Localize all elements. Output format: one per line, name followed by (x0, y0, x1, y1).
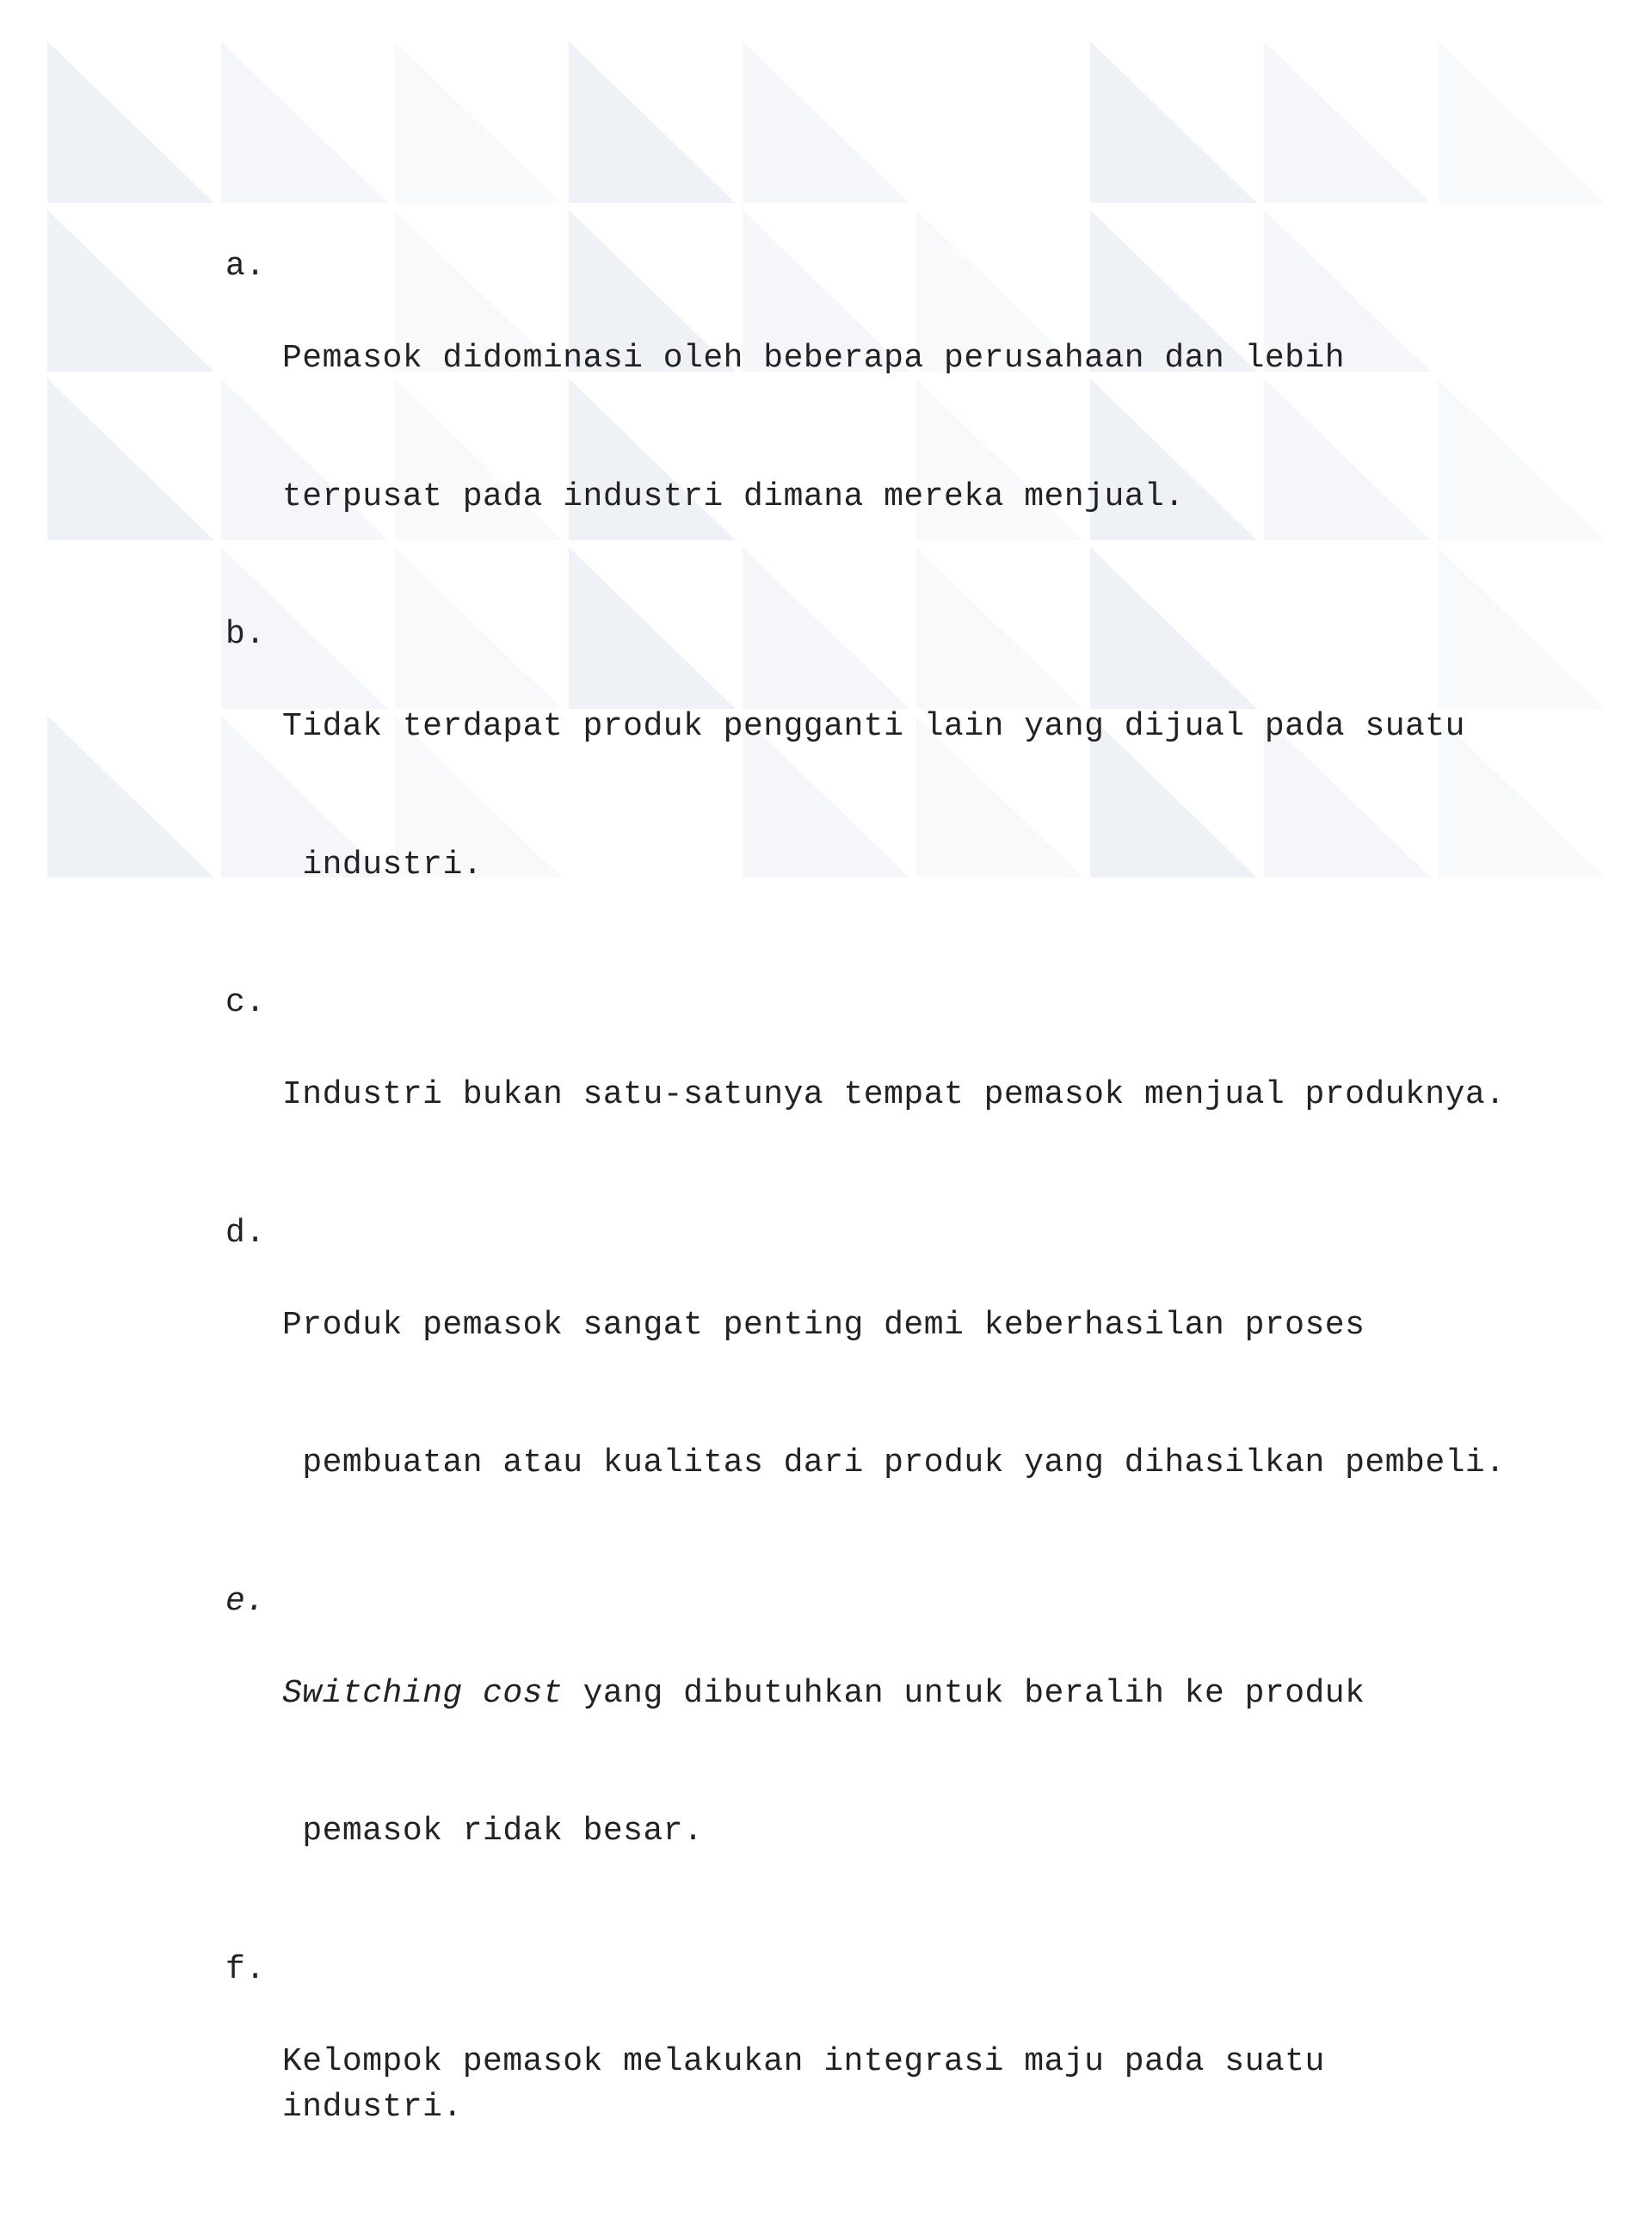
background-triangle (47, 41, 214, 203)
list-item-a (225, 243, 1516, 612)
list-item-line (282, 1671, 1516, 1717)
list-marker: d. (225, 1214, 266, 1252)
supplier-power-list (225, 243, 1516, 2223)
background-triangle (221, 41, 388, 203)
list-item-d (225, 1210, 1516, 1579)
list-item-e (225, 1579, 1516, 1947)
background-triangle (1264, 41, 1431, 203)
list-item-text (282, 612, 1516, 980)
list-item-line: Produk pemasok sangat penting demi keberhasilan proses (282, 1306, 1365, 1344)
background-triangle (1090, 41, 1257, 203)
list-marker: b. (225, 616, 266, 653)
list-item-b (225, 612, 1516, 980)
list-item-line: terpusat pada industri dimana mereka menjual. (282, 477, 1185, 515)
background-triangle (743, 41, 909, 203)
list-item-text (282, 1947, 1516, 2223)
list-item-line: pemasok ridak besar. (282, 1813, 704, 1850)
list-marker: c. (225, 984, 266, 1021)
list-item-text (282, 243, 1516, 612)
background-triangle (569, 41, 736, 203)
background-triangle (47, 210, 214, 372)
background-triangle (47, 379, 214, 540)
list-item-text (282, 980, 1516, 1210)
list-marker: e. (225, 1582, 266, 1620)
list-item-line: industri. (282, 846, 484, 884)
list-item-line-rest: yang dibutuhkan untuk beralih ke produk (563, 1674, 1365, 1712)
list-item-line: Pemasok didominasi oleh beberapa perusahaan dan lebih (282, 340, 1346, 377)
list-item-line: Kelompok pemasok melakukan integrasi maju pada suatu industri. (282, 2042, 1346, 2126)
background-triangle (395, 41, 562, 203)
list-item-text (282, 1579, 1516, 1947)
list-marker: f. (225, 1950, 266, 1988)
list-item-line: pembuatan atau kualitas dari produk yang dihasilkan pembeli. (282, 1444, 1506, 1481)
list-item-text (282, 1210, 1516, 1579)
list-item-line: Tidak terdapat produk pengganti lain yang dijual pada suatu (282, 708, 1465, 745)
list-marker: a. (225, 248, 266, 285)
italic-term: Switching cost (282, 1674, 564, 1712)
background-triangle (47, 716, 214, 878)
list-item-f (225, 1947, 1516, 2223)
background-triangle (1438, 41, 1605, 203)
list-item-c (225, 980, 1516, 1210)
list-item-line: Industri bukan satu-satunya tempat pemasok menjual produknya. (282, 1076, 1506, 1113)
